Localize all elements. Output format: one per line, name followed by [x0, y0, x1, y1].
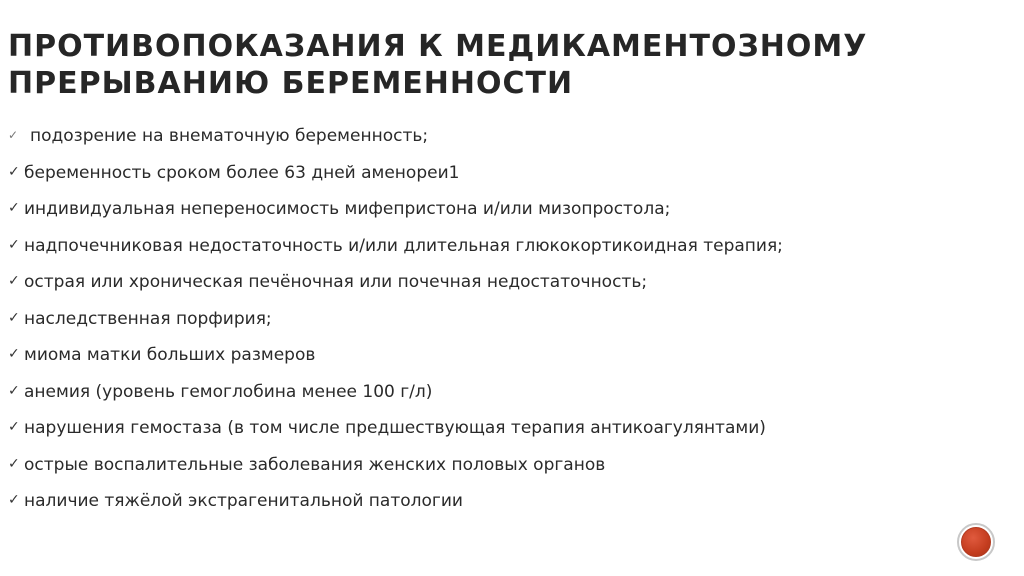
- list-item-text: наследственная порфирия;: [24, 308, 272, 329]
- check-mark-icon: ✓: [8, 346, 20, 362]
- list-item-text: наличие тяжёлой экстрагенитальной патологии: [24, 491, 463, 511]
- check-mark-icon: ✓: [8, 273, 20, 289]
- list-item-text: острые воспалительные заболевания женских половых органов: [24, 454, 606, 475]
- slide-title-line-1: ПРОТИВОПОКАЗАНИЯ К МЕДИКАМЕНТОЗНОМУ: [8, 29, 868, 64]
- list-item-text: надпочечниковая недостаточность и/или длительная глюкокортикоидная терапия;: [24, 235, 783, 256]
- list-item: [8, 453, 968, 477]
- check-mark-icon: ✓: [8, 492, 20, 508]
- nav-circle-icon: [961, 527, 991, 557]
- check-mark-icon: ✓: [8, 163, 20, 180]
- list-item-text: острая или хроническая печёночная или почечная недостаточность;: [24, 272, 648, 292]
- list-item: [8, 197, 968, 221]
- list-item-text: подозрение на внематочную беременность;: [30, 126, 429, 146]
- slide-title-line-2: ПРЕРЫВАНИЮ БЕРЕМЕННОСТИ: [8, 66, 574, 101]
- list-item-text: миома матки больших размеров: [24, 345, 316, 365]
- check-mark-icon: ✓: [8, 236, 20, 253]
- list-item: [8, 380, 968, 404]
- list-item-text: анемия (уровень гемоглобина менее 100 г/л): [24, 381, 433, 402]
- check-mark-icon: ✓: [8, 309, 20, 326]
- list-item: [8, 416, 968, 440]
- check-mark-icon: ✓: [8, 200, 20, 216]
- list-item: [8, 343, 968, 367]
- list-item: [8, 489, 968, 513]
- list-item-text: нарушения гемостаза (в том числе предшествующая терапия антикоагулянтами): [24, 418, 766, 438]
- list-item: [8, 234, 968, 258]
- list-item-text: индивидуальная непереносимость мифепристона и/или мизопростола;: [24, 199, 671, 219]
- check-mark-icon: ✓: [8, 382, 20, 399]
- slide-title: [8, 28, 988, 102]
- list-item: [8, 270, 968, 294]
- check-mark-icon: ✓: [8, 128, 19, 142]
- contraindications-list: [8, 124, 968, 526]
- list-item-text: беременность сроком более 63 дней аменореи1: [24, 162, 460, 183]
- check-mark-icon: ✓: [8, 419, 20, 435]
- list-item: [8, 124, 968, 148]
- next-slide-button[interactable]: [957, 523, 995, 561]
- check-mark-icon: ✓: [8, 455, 20, 472]
- list-item: [8, 307, 968, 331]
- list-item: [8, 161, 968, 185]
